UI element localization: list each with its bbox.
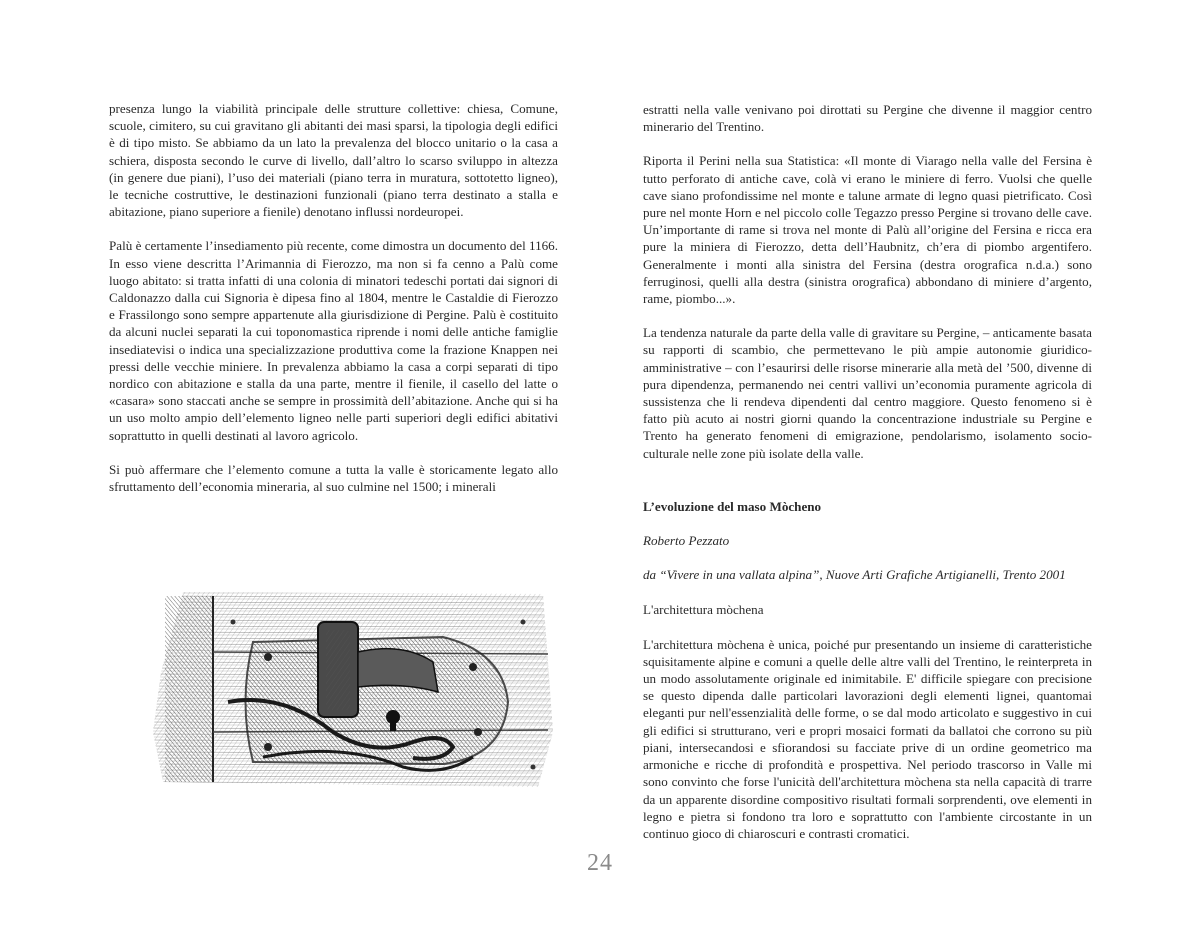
paragraph: presenza lungo la viabilità principale delle strutture collettive: chiesa, Comune, scuole, cimitero, su cui gravitano gli abitanti dei masi sparsi, la tipologia degli edifici è di tipo misto. Se abbiamo da un lato la prevalenza del blocco unitario o la casa a schiera, disposta secondo le curve di livello, dall’altro lo scarso sviluppo in altezza (in genere due piani), l’uso dei materiali (piano terra in muratura, sottotetto ligneo), le tecniche costruttive, le destinazioni funzionali (piano terra destinato a stalla e abitazione, piano superiore a fienile) denotano influssi nordeuropei. — [109, 101, 558, 220]
paragraph: Palù è certamente l’insediamento più recente, come dimostra un documento del 1166. In esso viene descritta l’Arimannia di Fierozzo, ma non si fa cenno a Palù come luogo abitato: si tratta infatti di una colonia di minatori tedeschi portati dai signori di Caldonazzo dalla cui Signoria è dipesa fino al 1804, mentre le Castaldie di Fierozzo e Frassilongo sono sempre appartenute alla giurisdizione di Pergine. Palù è costituito da alcuni nuclei separati la cui toponomastica riprende i nomi delle antiche famiglie insediatevisi o indica una specializzazione produttiva come la frazione Knappen nei pressi delle vecchie miniere. In prevalenza abbiamo la casa a corpi separati di tipo nordico con abitazione e stalla da una parte, mentre il fienile, il casello del latte o «casara» sono staccati anche se sempre in prossimità dell’abitazione. Anche qui si ha un uso molto ampio dell’elemento ligneo nelle parti superiori degli edifici abitativi soprattutto in quelli destinati al lavoro agricolo. — [109, 238, 558, 443]
section-author: Roberto Pezzato — [643, 533, 730, 549]
paragraph: La tendenza naturale da parte della valle di gravitare su Pergine, – anticamente basata su rapporti di scambio, che permettevano le più ampie autonomie giuridico-amministrative – con l’esaurirsi delle risorse minerarie alla metà del ’500, divenne di pura dipendenza, permanendo nei centri vallivi un’economia puramente agricola di sussistenza che li rendeva dipendenti dal centro maggiore. Questo fenomeno si è fatto più acuto ai nostri giorni quando la concentrazione industriale su Pergine e Trento ha generato fenomeni di emigrazione, pendolarismo, isolamento socio-culturale nelle zone più isolate della valle. — [643, 325, 1092, 461]
paragraph: Riporta il Perini nella sua Statistica: «Il monte di Viarago nella valle del Fersina è tutto perforato di antiche cave, colà vi erano le miniere di ferro. Vuolsi che quelle cave siano profondissime nel monte e talune armate di legno quasi pietrificato. Così pure nel monte Horn e nel piccolo colle Tegazzo presso Pergine si trovano delle cave. Un’importante di rame si trova nel monte di Palù all’origine del Fersina e ricca era pure la miniera di Fierozzo, detta dell’Haubnitz, ch’era di piombo argentifero. Generalmente i monti alla sinistra del Fersina (destra orografica n.d.a.) sono ferruginosi, quelli alla destra (sinistra orografica) abbondano di miniere d’argento, rame, piombo...». — [643, 153, 1092, 307]
paragraph: estratti nella valle venivano poi dirottati su Pergine che divenne il maggior centro minerario del Trentino. — [643, 102, 1092, 135]
left-text-column — [109, 100, 558, 512]
section-subheading: L'architettura mòchena — [643, 602, 764, 618]
section-body: L'architettura mòchena è unica, poiché pur presentando un insieme di caratteristiche squisitamente alpine e comuni a quelle delle altre valli del Trentino, le reinterpreta in un modo assolutamente originale ed inimitabile. E' difficile spiegare con precisione se questo dipenda dalle particolari lavorazioni degli elementi lignei, quantomai eleganti pur nell'essenzialità delle forme, o se dal modo articolato e suggestivo in cui gli edifici si strutturano, veri e propri mosaici formati da ballatoi che corrono su più piani, intersecandosi e sfiorandosi su facciate prive di un ordine geometrico ma armoniche e ricche di profondità e prospettiva. Nel periodo trascorso in Valle mi sono convinto che forse l'unicità dell'architettura mòchena sta nella capacità di trarre da un apparente disordine compositivo risultati formali sorprendenti, ove elementi in legno e pietra si fondono tra loro e soprattutto con l'ambiente circostante in un continuo gioco di chiaroscuri e contrasti cromatici. — [643, 636, 1092, 841]
paragraph: Si può affermare che l’elemento comune a tutta la valle è storicamente legato allo sfruttamento dell’economia mineraria, al suo culmine nel 1500; i minerali — [109, 461, 558, 495]
right-text-column — [643, 101, 1092, 859]
door-lock-illustration — [143, 582, 559, 792]
page-number: 24 — [587, 850, 613, 876]
section-source: da “Vivere in una vallata alpina”, Nuove Arti Grafiche Artigianelli, Trento 2001 — [643, 567, 1066, 583]
door-post — [165, 596, 213, 782]
section-title: L’evoluzione del maso Mòcheno — [643, 498, 822, 514]
